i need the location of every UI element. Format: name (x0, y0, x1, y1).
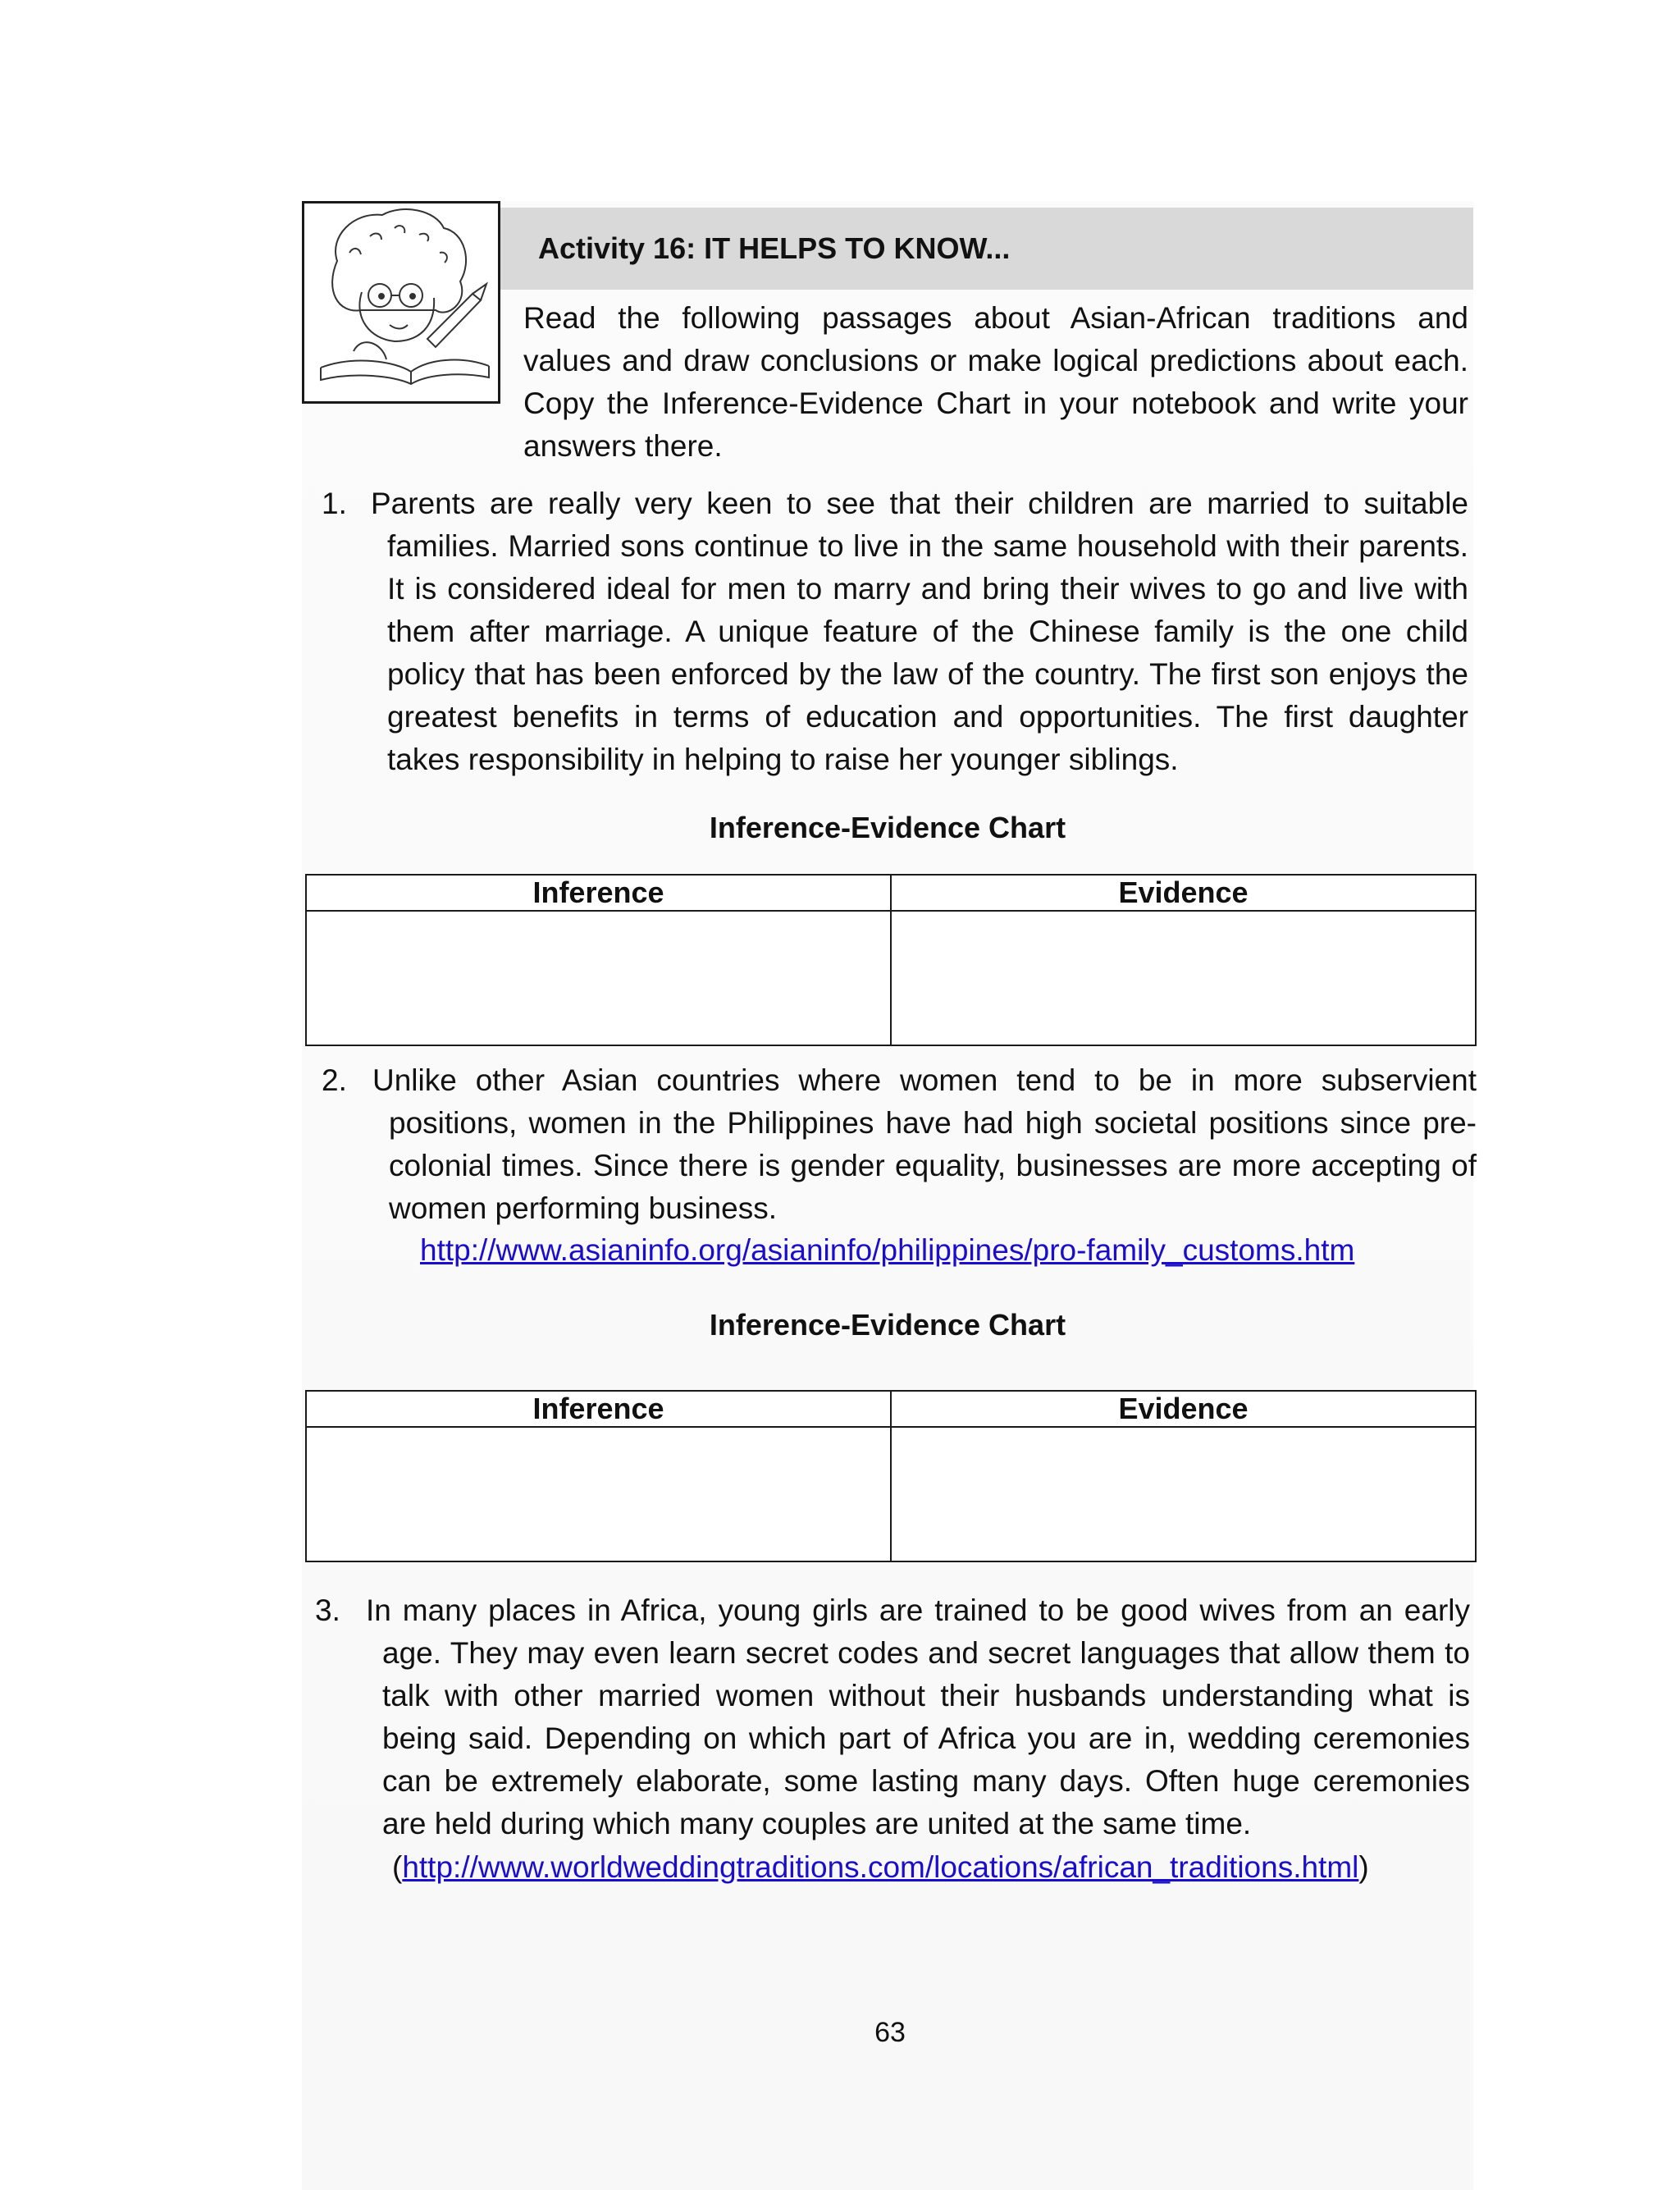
inference-evidence-table (305, 1390, 1477, 1562)
inference-column-header: Inference (306, 1391, 891, 1427)
inference-column-header: Inference (306, 875, 891, 911)
activity-instructions: Read the following passages about Asian-African traditions and values and draw conclusions or make logical predictions about each. Copy the Inference-Evidence Chart in your notebook and write your answers there. (523, 301, 1468, 463)
passage-3-source (392, 1846, 1369, 1889)
evidence-column-header: Evidence (891, 1391, 1476, 1427)
evidence-answer-cell (891, 1427, 1476, 1561)
student-writing-illustration (302, 201, 500, 404)
passage-text: Parents are really very keen to see that their children are married to suitable families. Married sons continue to live in the same household with their parents. It is considered ideal for men to marry and bring their wives to go and live with them after marriage. A unique feature of the Chinese family is the one child policy that has been enforced by the law of the country. The first son enjoys the greatest benefits in terms of education and opportunities. The first daughter takes responsibility in helping to raise her younger siblings. (371, 487, 1468, 776)
inference-answer-cell (306, 911, 891, 1045)
passage-2-source (420, 1229, 1354, 1272)
inference-evidence-table (305, 874, 1477, 1046)
inference-answer-cell (306, 1427, 891, 1561)
passage-text: In many places in Africa, young girls are trained to be good wives from an early age. They may even learn secret codes and secret languages that allow them to talk with other married women without their husbands understanding what is being said. Depending on which part of Africa you are in, wedding ceremonies can be extremely elaborate, some lasting many days. Often huge ceremonies are held during which many couples are united at the same time. (366, 1593, 1470, 1840)
chart-title: Inference-Evidence Chart (709, 1308, 1066, 1342)
page-number: 63 (874, 2017, 906, 2048)
chart-title: Inference-Evidence Chart (709, 811, 1066, 844)
source-link[interactable]: http://www.worldweddingtraditions.com/locations/african_traditions.html (402, 1850, 1359, 1884)
source-paren-close: ) (1358, 1850, 1369, 1884)
activity-title: Activity 16: IT HELPS TO KNOW... (538, 231, 1011, 265)
passage-1 (322, 482, 1468, 781)
evidence-answer-cell (891, 911, 1476, 1045)
activity-header-bar (500, 208, 1473, 290)
passage-number: 1. (322, 487, 347, 520)
passage-2 (322, 1059, 1477, 1230)
source-link[interactable]: http://www.asianinfo.org/asianinfo/philippines/pro-family_customs.htm (420, 1233, 1355, 1267)
evidence-column-header: Evidence (891, 875, 1476, 911)
source-paren-open: ( (392, 1850, 403, 1884)
passage-text: Unlike other Asian countries where women tend to be in more subservient positions, women in the Philippines have had high societal positions since pre-colonial times. Since there is gender equality, businesses are more accepting of women performing business. (372, 1063, 1477, 1225)
passage-3 (315, 1589, 1470, 1845)
passage-number: 3. (315, 1593, 340, 1627)
passage-number: 2. (322, 1063, 347, 1097)
